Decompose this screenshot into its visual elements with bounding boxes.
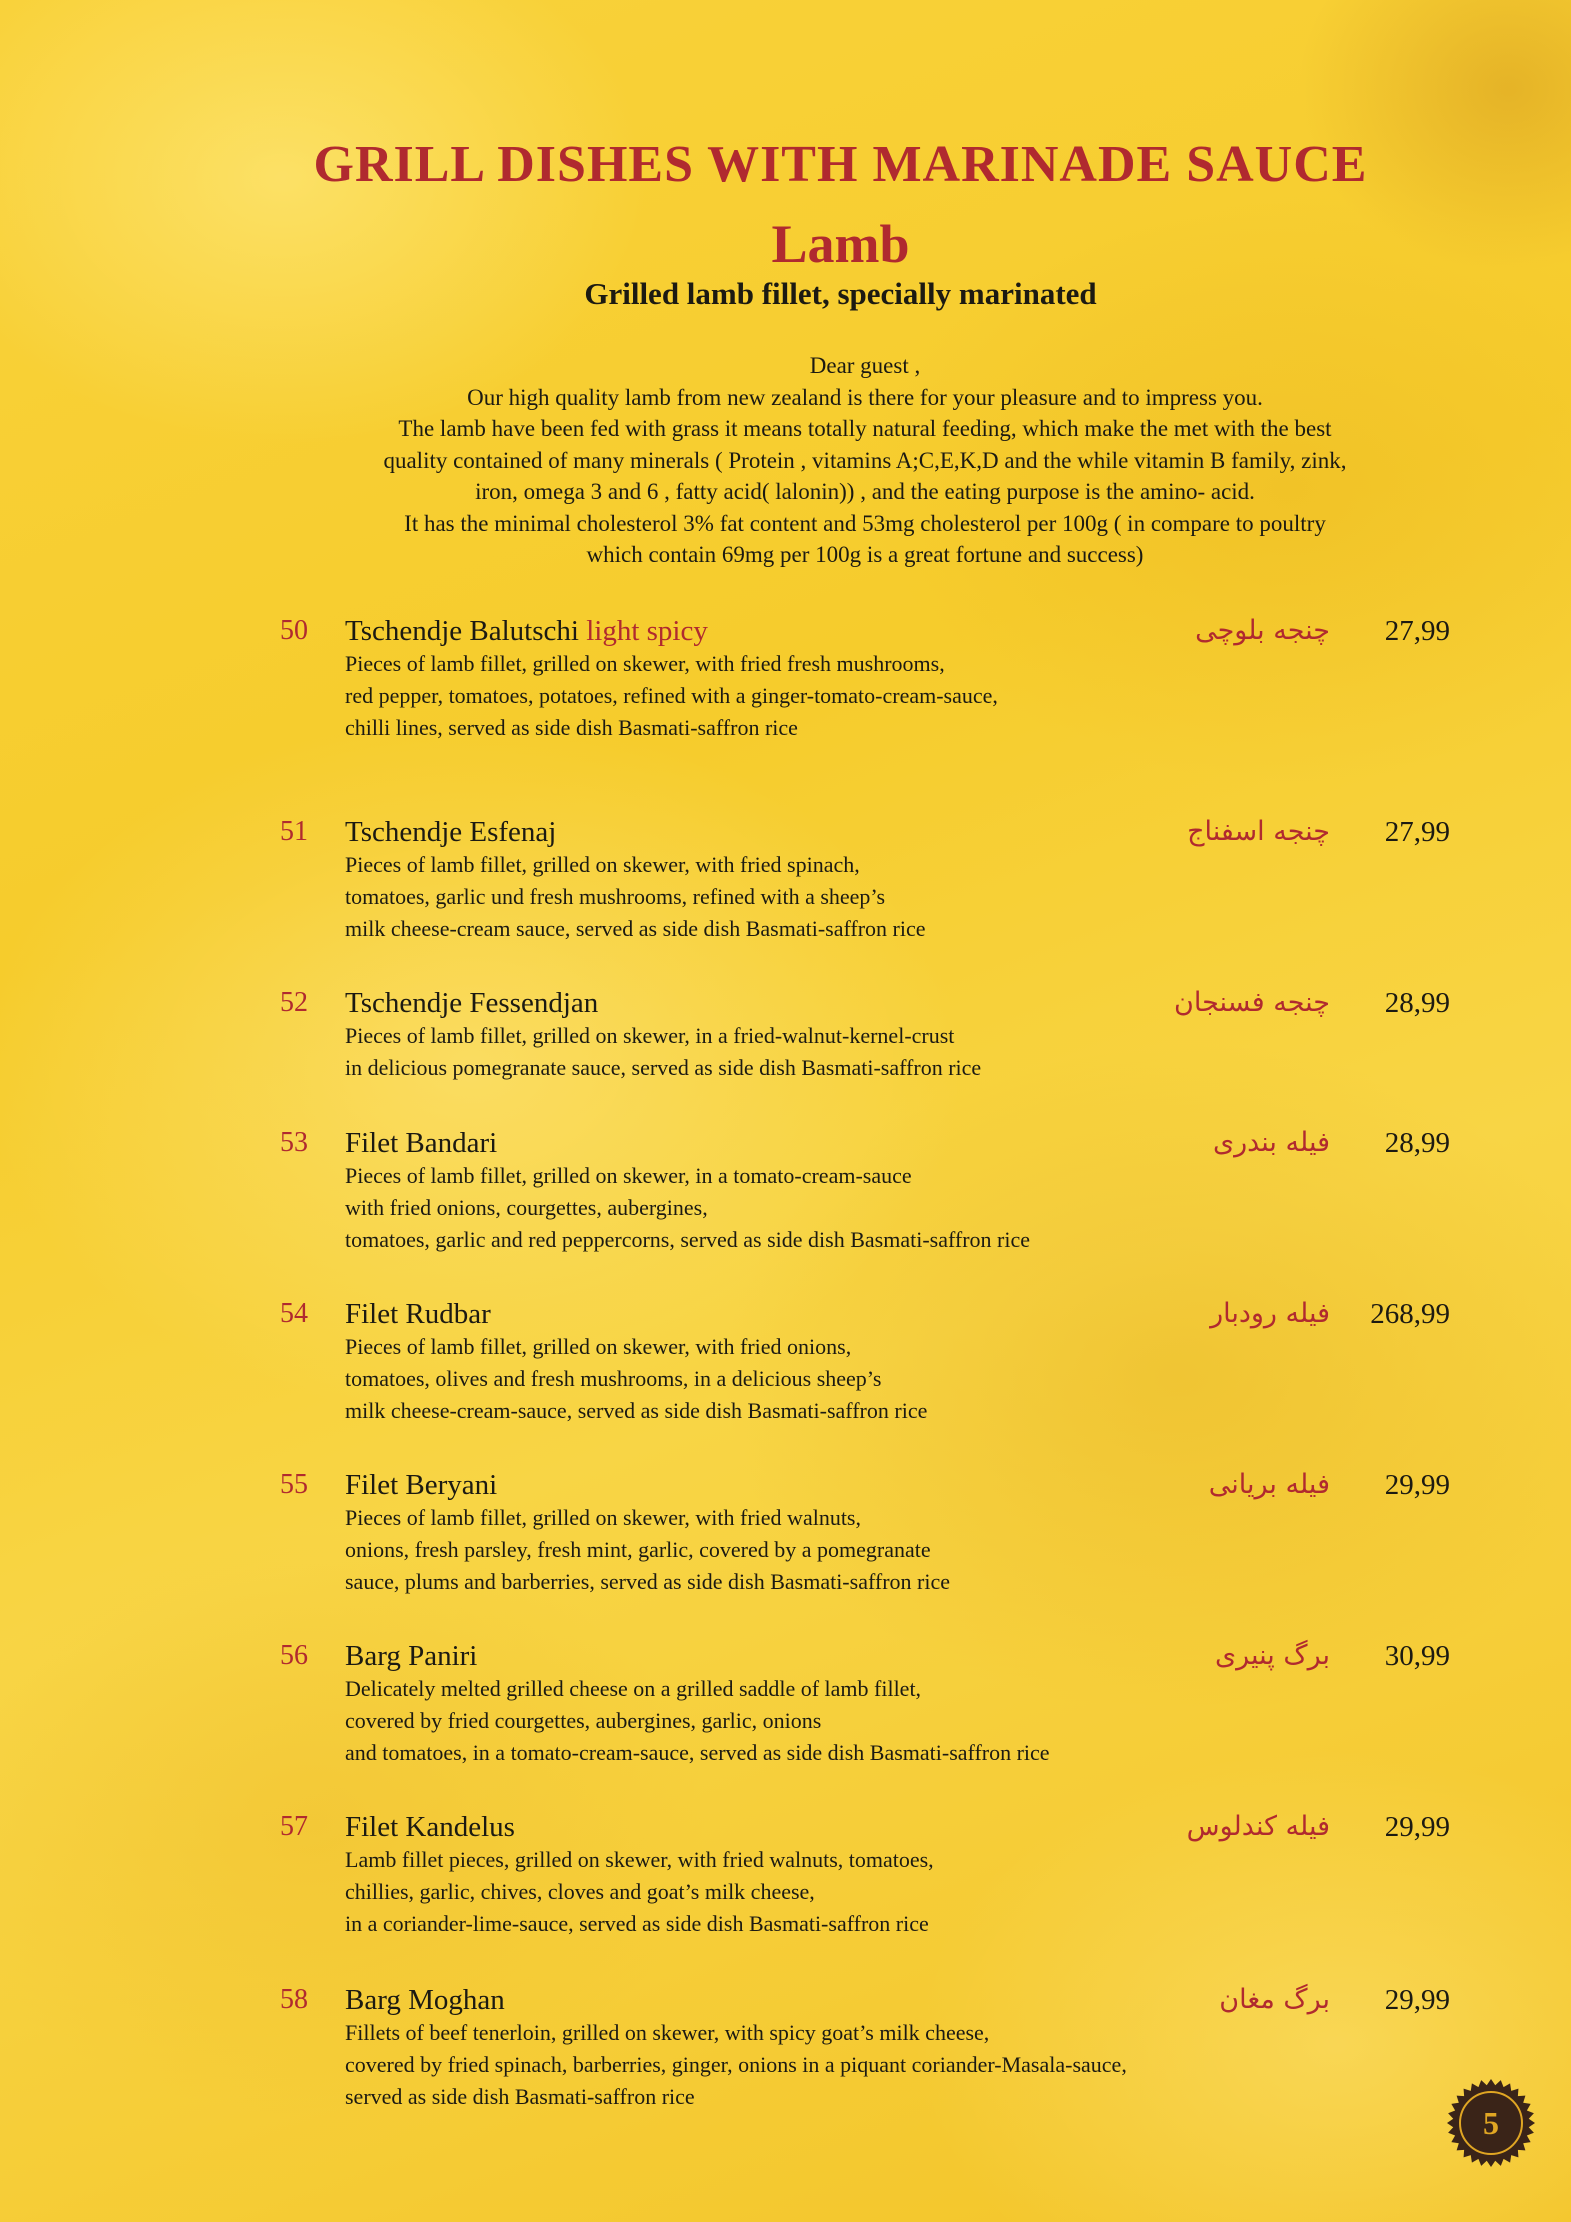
category-heading: Lamb [771, 214, 910, 274]
item-description [345, 1331, 1405, 1427]
item-description [345, 1020, 1405, 1084]
description-line: in a coriander-lime-sauce, served as side dish Basmati-saffron rice [345, 1911, 929, 1936]
item-name: Barg Paniri [345, 1640, 478, 1672]
description-line: Pieces of lamb fillet, grilled on skewer, with fried spinach, [345, 852, 860, 877]
item-number: 50 [280, 615, 308, 646]
description-line: Pieces of lamb fillet, grilled on skewer, with fried onions, [345, 1334, 852, 1359]
item-farsi-name: برگ پنیری [1214, 1640, 1330, 1671]
item-farsi-name: فیله رودبار [1210, 1298, 1330, 1329]
category-tagline: Grilled lamb fillet, specially marinated [584, 276, 1097, 311]
item-name: Filet Kandelus [345, 1811, 515, 1843]
item-number: 53 [280, 1127, 308, 1158]
item-name: Barg Moghan [345, 1984, 505, 2016]
description-line: chillies, garlic, chives, cloves and goat’s milk cheese, [345, 1879, 815, 1904]
description-line: sauce, plums and barberries, served as side dish Basmati-saffron rice [345, 1569, 951, 1594]
item-name-line [345, 614, 708, 648]
item-price: 28,99 [1384, 987, 1450, 1019]
intro-line: iron, omega 3 and 6 , fatty acid( lalonin)) , and the eating purpose is the amino- acid. [475, 479, 1255, 504]
item-farsi-name: فیله کندلوس [1186, 1811, 1330, 1842]
description-line: in delicious pomegranate sauce, served as side dish Basmati-saffron rice [345, 1055, 982, 1080]
item-price: 28,99 [1384, 1127, 1450, 1159]
item-farsi-name: فیله بریانی [1208, 1469, 1330, 1500]
description-line: Delicately melted grilled cheese on a grilled saddle of lamb fillet, [345, 1676, 922, 1701]
item-price: 29,99 [1384, 1469, 1450, 1501]
description-line: Pieces of lamb fillet, grilled on skewer, in a tomato-cream-sauce [345, 1163, 912, 1188]
item-name: Tschendje Fessendjan [345, 987, 599, 1019]
item-number: 55 [280, 1469, 308, 1500]
item-price: 268,99 [1370, 1298, 1450, 1330]
item-number: 57 [280, 1811, 308, 1842]
item-number: 56 [280, 1640, 308, 1671]
description-line: milk cheese-cream-sauce, served as side dish Basmati-saffron rice [345, 1398, 928, 1423]
item-number: 52 [280, 987, 308, 1018]
item-price: 29,99 [1384, 1984, 1450, 2016]
item-description [345, 648, 1405, 744]
item-farsi-name: چنجه بلوچی [1195, 615, 1330, 646]
description-line: tomatoes, garlic und fresh mushrooms, refined with a sheep’s [345, 884, 886, 909]
description-line: milk cheese-cream sauce, served as side dish Basmati-saffron rice [345, 916, 926, 941]
item-description [345, 849, 1405, 945]
item-description [345, 1844, 1405, 1940]
description-line: and tomatoes, in a tomato-cream-sauce, served as side dish Basmati-saffron rice [345, 1740, 1050, 1765]
description-line: tomatoes, olives and fresh mushrooms, in a delicious sheep’s [345, 1366, 882, 1391]
item-name: Filet Bandari [345, 1127, 498, 1159]
intro-line: which contain 69mg per 100g is a great fortune and success) [586, 542, 1144, 567]
item-farsi-name: فیله بندری [1212, 1127, 1330, 1158]
item-name: Filet Rudbar [345, 1298, 491, 1330]
item-price: 27,99 [1384, 615, 1450, 647]
item-price: 29,99 [1384, 1811, 1450, 1843]
description-line: Pieces of lamb fillet, grilled on skewer, with fried walnuts, [345, 1505, 861, 1530]
item-name: Filet Beryani [345, 1469, 498, 1501]
description-line: Lamb fillet pieces, grilled on skewer, with fried walnuts, tomatoes, [345, 1847, 934, 1872]
page-number-badge [1446, 2078, 1536, 2168]
description-line: red pepper, tomatoes, potatoes, refined with a ginger-tomato-cream-sauce, [345, 683, 998, 708]
description-line: onions, fresh parsley, fresh mint, garlic, covered by a pomegranate [345, 1537, 931, 1562]
description-line: served as side dish Basmati-saffron rice [345, 2084, 695, 2109]
description-line: tomatoes, garlic and red peppercorns, served as side dish Basmati-saffron rice [345, 1227, 1031, 1252]
item-description [345, 2017, 1405, 2113]
description-line: Pieces of lamb fillet, grilled on skewer, in a fried-walnut-kernel-crust [345, 1023, 955, 1048]
item-name: Tschendje Esfenaj [345, 816, 557, 848]
item-price: 27,99 [1384, 816, 1450, 848]
description-line: covered by fried spinach, barberries, ginger, onions in a piquant coriander-Masala-sauce, [345, 2052, 1127, 2077]
item-farsi-name: برگ مغان [1219, 1984, 1330, 2015]
item-farsi-name: چنجه اسفناج [1187, 816, 1330, 847]
intro-line: It has the minimal cholesterol 3% fat content and 53mg cholesterol per 100g ( in compare to poultry [404, 510, 1326, 536]
page-number: 5 [1483, 2105, 1499, 2141]
page-title: GRILL DISHES WITH MARINADE SAUCE [313, 136, 1368, 193]
item-number: 58 [280, 1984, 308, 2015]
item-description [345, 1160, 1405, 1256]
item-description [345, 1673, 1405, 1769]
item-name: Tschendje Balutschi [345, 615, 579, 647]
intro-line: quality contained of many minerals ( Protein , vitamins A;C,E,K,D and the while vitamin B family, zink, [383, 447, 1347, 473]
description-line: with fried onions, courgettes, aubergines, [345, 1195, 708, 1220]
intro-line: Our high quality lamb from new zealand is there for your pleasure and to impress you. [467, 384, 1263, 410]
description-line: covered by fried courgettes, aubergines, garlic, onions [345, 1708, 822, 1733]
item-number: 54 [280, 1298, 308, 1329]
intro-line: Dear guest , [809, 353, 921, 378]
item-farsi-name: چنجه فسنجان [1174, 987, 1330, 1018]
description-line: Fillets of beef tenerloin, grilled on skewer, with spicy goat’s milk cheese, [345, 2020, 990, 2045]
description-line: chilli lines, served as side dish Basmati-saffron rice [345, 715, 798, 740]
item-description [345, 1502, 1405, 1598]
description-line: Pieces of lamb fillet, grilled on skewer, with fried fresh mushrooms, [345, 651, 945, 676]
intro-line: The lamb have been fed with grass it means totally natural feeding, which make the met with the best [398, 416, 1332, 441]
item-number: 51 [280, 816, 308, 847]
item-spice-note: light spicy [586, 615, 708, 647]
item-price: 30,99 [1384, 1640, 1450, 1672]
